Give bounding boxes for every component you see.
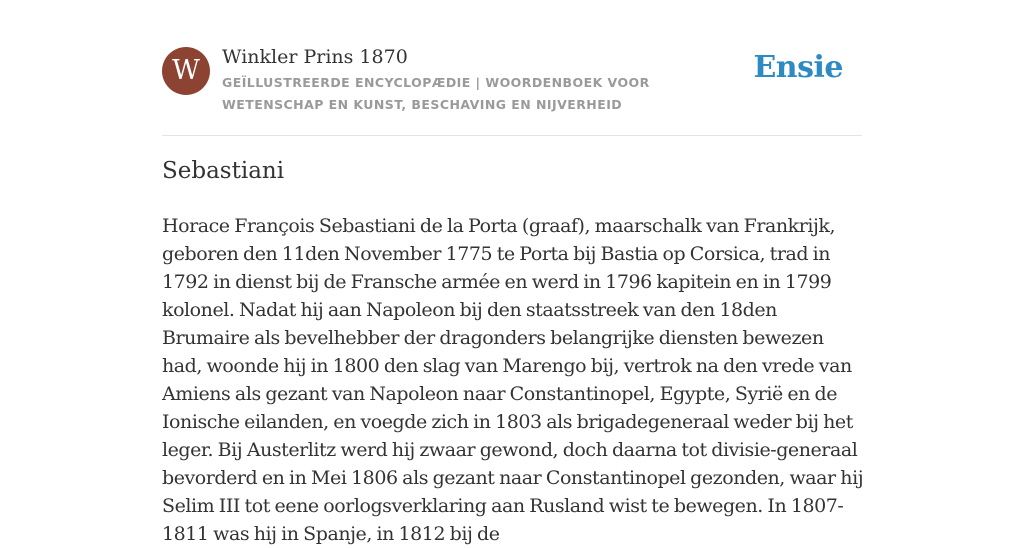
article-title: Sebastiani	[162, 158, 285, 184]
source-title[interactable]: Winkler Prins 1870	[222, 46, 408, 68]
ensie-logo-link[interactable]: Ensie	[753, 50, 843, 85]
article-body: Horace François Sebastiani de la Porta (graaf), maarschalk van Frankrijk, geboren den 11den November 1775 te Porta bij Bastia op Corsica, trad in 1792 in dienst bij de Fransche armée en werd in 1796 kapitein en in 1799 kolonel. Nadat hij aan Napoleon bij den staatsstreek van den 18den Brumaire als bevelhebber der dragonders belangrijke diensten bewezen had, woonde hij in 1800 den slag van Marengo bij, vertrok na den vrede van Amiens als gezant van Napoleon naar Constantinopel, Egypte, Syrië en de Ionische eilanden, en voegde zich in 1803 als brigadegeneraal weder bij het leger. Bij Austerlitz werd hij zwaar gewond, doch daarna tot divisie-generaal bevorderd en in Mei 1806 als gezant naar Constantinopel gezonden, waar hij Selim III tot eene oorlogsverklaring aan Rusland wist te bewegen. In 1807-1811 was hij in Spanje, in 1812 bij de	[162, 215, 864, 545]
source-avatar[interactable]: W	[162, 47, 210, 95]
source-header	[162, 44, 862, 136]
source-subtitle: GEÏLLUSTREERDE ENCYCLOPÆDIE | WOORDENBOEK VOOR WETENSCHAP EN KUNST, BESCHAVING EN NIJVERHEID	[222, 75, 650, 112]
